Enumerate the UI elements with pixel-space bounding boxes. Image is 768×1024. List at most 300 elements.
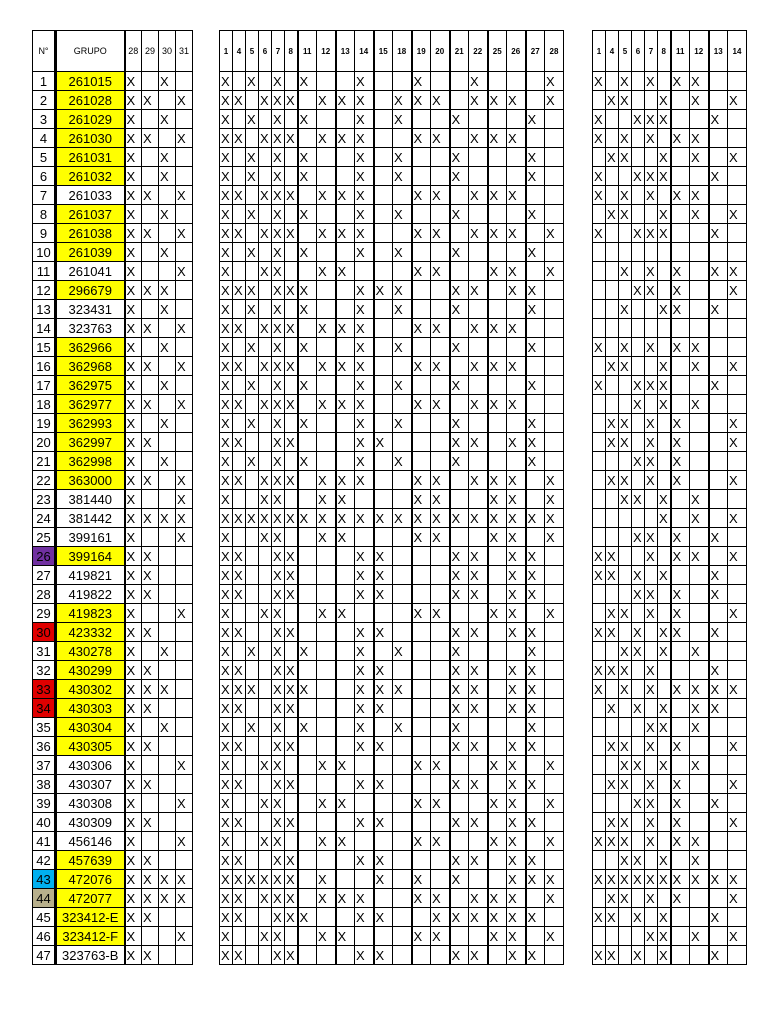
mark-cell: X (619, 870, 632, 889)
mark-cell: X (507, 832, 526, 851)
mark-cell (159, 604, 176, 623)
mark-cell (619, 528, 632, 547)
mark-cell: X (658, 756, 671, 775)
mark-cell: X (233, 737, 246, 756)
mark-cell (593, 452, 606, 471)
mark-cell: X (159, 718, 176, 737)
mark-cell: X (671, 794, 690, 813)
mark-cell (176, 737, 193, 756)
mark-cell: X (606, 604, 619, 623)
mark-cell (728, 300, 747, 319)
mark-cell (336, 737, 355, 756)
mark-cell (298, 528, 317, 547)
mark-cell (142, 376, 159, 395)
mark-cell (431, 775, 450, 794)
mark-cell (488, 661, 507, 680)
mark-cell: X (469, 946, 488, 965)
mark-cell (159, 832, 176, 851)
mark-cell (412, 585, 431, 604)
mark-cell: X (526, 680, 545, 699)
mark-cell (393, 756, 412, 775)
mark-cell: X (246, 376, 259, 395)
mark-cell (159, 471, 176, 490)
group-code: 457639 (56, 851, 125, 870)
mark-cell (246, 528, 259, 547)
mark-cell (431, 661, 450, 680)
mark-cell: X (125, 300, 142, 319)
mark-cell: X (690, 509, 709, 528)
mark-cell: X (233, 908, 246, 927)
mark-cell (606, 851, 619, 870)
mark-cell: X (355, 300, 374, 319)
mark-cell: X (220, 794, 233, 813)
mark-cell: X (176, 357, 193, 376)
mark-cell: X (259, 870, 272, 889)
mark-cell: X (431, 186, 450, 205)
mark-cell (469, 338, 488, 357)
mark-cell: X (545, 224, 564, 243)
table-row (593, 395, 747, 414)
table-row (593, 148, 747, 167)
mark-cell: X (317, 528, 336, 547)
mark-cell (393, 832, 412, 851)
mark-cell (374, 604, 393, 623)
mark-cell: X (317, 319, 336, 338)
mark-cell (709, 338, 728, 357)
mark-cell (374, 528, 393, 547)
mark-cell: X (469, 585, 488, 604)
mark-cell: X (645, 870, 658, 889)
mark-cell (488, 338, 507, 357)
mark-cell: X (355, 167, 374, 186)
mark-cell (176, 452, 193, 471)
mark-cell: X (336, 832, 355, 851)
mark-cell (336, 300, 355, 319)
mark-cell (545, 642, 564, 661)
mark-cell: X (671, 300, 690, 319)
mark-cell: X (606, 148, 619, 167)
mark-cell: X (298, 205, 317, 224)
mark-cell (488, 699, 507, 718)
mark-cell: X (355, 737, 374, 756)
mark-cell: X (233, 775, 246, 794)
mark-cell (658, 604, 671, 623)
mark-cell: X (606, 91, 619, 110)
mark-cell: X (220, 167, 233, 186)
mark-cell: X (298, 509, 317, 528)
mark-cell: X (632, 851, 645, 870)
mark-cell (658, 129, 671, 148)
group-code: 362998 (56, 452, 125, 471)
mark-cell (317, 946, 336, 965)
mark-cell (469, 376, 488, 395)
mark-cell (246, 433, 259, 452)
mark-cell: X (690, 186, 709, 205)
mark-cell (285, 927, 298, 946)
mark-cell (526, 927, 545, 946)
mark-cell (545, 395, 564, 414)
mark-cell (176, 376, 193, 395)
mark-cell: X (272, 813, 285, 832)
mark-cell: X (220, 395, 233, 414)
mark-cell: X (507, 585, 526, 604)
header-day: 6 (259, 31, 272, 72)
mark-cell: X (125, 737, 142, 756)
mark-cell: X (142, 737, 159, 756)
mark-cell: X (233, 224, 246, 243)
mark-cell: X (606, 414, 619, 433)
table-row (593, 680, 747, 699)
mark-cell: X (393, 281, 412, 300)
mark-cell (469, 110, 488, 129)
mark-cell: X (593, 167, 606, 186)
mark-cell: X (709, 908, 728, 927)
mark-cell (709, 604, 728, 623)
mark-cell: X (645, 813, 658, 832)
mark-cell: X (450, 338, 469, 357)
mark-cell: X (159, 205, 176, 224)
mark-cell: X (431, 509, 450, 528)
mark-cell: X (412, 509, 431, 528)
mark-cell (142, 338, 159, 357)
mark-cell (619, 110, 632, 129)
table-row (33, 794, 193, 813)
mark-cell: X (220, 357, 233, 376)
mark-cell (317, 110, 336, 129)
row-number: 34 (33, 699, 56, 718)
mark-cell: X (671, 72, 690, 91)
table-row (220, 148, 564, 167)
group-code: 430302 (56, 680, 125, 699)
mark-cell (690, 110, 709, 129)
mark-cell: X (728, 414, 747, 433)
mark-cell (176, 110, 193, 129)
mark-cell: X (545, 528, 564, 547)
mark-cell: X (507, 547, 526, 566)
header-day: 31 (176, 31, 193, 72)
mark-cell: X (450, 718, 469, 737)
mark-cell (526, 756, 545, 775)
mark-cell (469, 148, 488, 167)
mark-cell (393, 661, 412, 680)
group-code: 430304 (56, 718, 125, 737)
mark-cell (658, 585, 671, 604)
mark-cell (728, 167, 747, 186)
mark-cell: X (488, 262, 507, 281)
table-row (220, 262, 564, 281)
table-row (33, 718, 193, 737)
mark-cell: X (728, 737, 747, 756)
mark-cell: X (645, 186, 658, 205)
mark-cell: X (469, 471, 488, 490)
mark-cell (545, 129, 564, 148)
mark-cell: X (298, 908, 317, 927)
mark-cell: X (220, 908, 233, 927)
mark-cell: X (355, 224, 374, 243)
mark-cell: X (593, 338, 606, 357)
mark-cell: X (469, 281, 488, 300)
header-day: 7 (645, 31, 658, 72)
mark-cell: X (469, 699, 488, 718)
mark-cell: X (220, 471, 233, 490)
mark-cell: X (593, 376, 606, 395)
mark-cell (317, 205, 336, 224)
table-row (33, 946, 193, 965)
mark-cell (374, 471, 393, 490)
mark-cell: X (285, 946, 298, 965)
mark-cell (317, 775, 336, 794)
table-row (220, 623, 564, 642)
mark-cell (526, 471, 545, 490)
table-row (220, 490, 564, 509)
mark-cell: X (272, 490, 285, 509)
mark-cell: X (125, 319, 142, 338)
mark-cell: X (593, 110, 606, 129)
header-day: 11 (671, 31, 690, 72)
mark-cell: X (246, 167, 259, 186)
mark-cell (336, 946, 355, 965)
mark-cell: X (658, 927, 671, 946)
mark-cell: X (355, 946, 374, 965)
mark-cell (671, 357, 690, 376)
mark-cell: X (671, 471, 690, 490)
mark-cell (606, 129, 619, 148)
mark-cell: X (220, 699, 233, 718)
mark-cell (259, 110, 272, 129)
header-day: 19 (412, 31, 431, 72)
mark-cell (632, 471, 645, 490)
mark-cell: X (246, 642, 259, 661)
mark-cell: X (374, 699, 393, 718)
mark-cell (298, 262, 317, 281)
table-row (593, 91, 747, 110)
table-row (220, 72, 564, 91)
mark-cell: X (355, 661, 374, 680)
table-row (220, 946, 564, 965)
mark-cell (606, 794, 619, 813)
mark-cell (526, 490, 545, 509)
mark-cell: X (709, 262, 728, 281)
mark-cell: X (632, 756, 645, 775)
mark-cell: X (469, 433, 488, 452)
table-row (33, 699, 193, 718)
mark-cell (246, 224, 259, 243)
mark-cell: X (690, 756, 709, 775)
mark-cell: X (450, 547, 469, 566)
table-row (593, 737, 747, 756)
table-row (220, 661, 564, 680)
mark-cell (412, 851, 431, 870)
mark-cell: X (285, 775, 298, 794)
row-number: 17 (33, 376, 56, 395)
header-day: 1 (220, 31, 233, 72)
mark-cell: X (159, 167, 176, 186)
mark-cell: X (507, 129, 526, 148)
mark-cell (619, 224, 632, 243)
mark-cell (469, 832, 488, 851)
mark-cell: X (125, 509, 142, 528)
mark-cell (431, 547, 450, 566)
mark-cell (593, 471, 606, 490)
mark-cell: X (176, 224, 193, 243)
mark-cell (690, 414, 709, 433)
mark-cell: X (469, 680, 488, 699)
table-row (220, 680, 564, 699)
mark-cell: X (645, 471, 658, 490)
mark-cell (658, 889, 671, 908)
mark-cell: X (259, 927, 272, 946)
mark-cell (728, 528, 747, 547)
mark-cell (728, 243, 747, 262)
mark-cell (159, 186, 176, 205)
mark-cell (709, 281, 728, 300)
mark-cell (709, 813, 728, 832)
mark-cell (545, 319, 564, 338)
mark-cell (488, 72, 507, 91)
mark-cell: X (469, 661, 488, 680)
mark-cell: X (619, 851, 632, 870)
group-code: 261030 (56, 129, 125, 148)
mark-cell (619, 623, 632, 642)
group-code: 472076 (56, 870, 125, 889)
mark-cell: X (690, 129, 709, 148)
mark-cell (317, 851, 336, 870)
mark-cell: X (545, 471, 564, 490)
mark-cell: X (259, 509, 272, 528)
mark-cell: X (272, 262, 285, 281)
mark-cell (412, 376, 431, 395)
mark-cell (233, 205, 246, 224)
header-day: 29 (142, 31, 159, 72)
mark-cell: X (125, 927, 142, 946)
mark-cell: X (728, 148, 747, 167)
row-number: 25 (33, 528, 56, 547)
mark-cell (285, 528, 298, 547)
mark-cell: X (728, 205, 747, 224)
mark-cell (336, 813, 355, 832)
mark-cell (545, 718, 564, 737)
mark-cell: X (450, 699, 469, 718)
mark-cell: X (658, 110, 671, 129)
mark-cell: X (142, 319, 159, 338)
table-row (220, 319, 564, 338)
mark-cell (488, 148, 507, 167)
mark-cell: X (671, 832, 690, 851)
table-row (33, 129, 193, 148)
mark-cell: X (285, 547, 298, 566)
group-code: 323412-E (56, 908, 125, 927)
mark-cell (336, 167, 355, 186)
mark-cell (645, 623, 658, 642)
table-row (593, 243, 747, 262)
mark-cell: X (142, 224, 159, 243)
mark-cell: X (619, 642, 632, 661)
mark-cell (412, 566, 431, 585)
mark-cell: X (593, 224, 606, 243)
mark-cell (728, 376, 747, 395)
table-row (33, 642, 193, 661)
table-row (220, 775, 564, 794)
mark-cell (374, 889, 393, 908)
mark-cell (246, 794, 259, 813)
mark-cell (142, 756, 159, 775)
mark-cell (450, 794, 469, 813)
table-row (33, 604, 193, 623)
mark-cell: X (142, 186, 159, 205)
header-day: 28 (125, 31, 142, 72)
mark-cell: X (645, 832, 658, 851)
mark-cell: X (233, 851, 246, 870)
mark-cell (593, 756, 606, 775)
mark-cell (645, 357, 658, 376)
table-row (33, 927, 193, 946)
mark-cell (450, 129, 469, 148)
mark-cell (374, 642, 393, 661)
mark-cell: X (606, 661, 619, 680)
mark-cell (142, 528, 159, 547)
table-row (593, 186, 747, 205)
mark-cell (317, 566, 336, 585)
mark-cell (142, 243, 159, 262)
mark-cell: X (220, 775, 233, 794)
mark-cell: X (285, 509, 298, 528)
mark-cell: X (507, 623, 526, 642)
table-row (33, 680, 193, 699)
mark-cell: X (336, 794, 355, 813)
mark-cell: X (317, 129, 336, 148)
header-day: 14 (728, 31, 747, 72)
mark-cell (709, 471, 728, 490)
mark-cell: X (142, 471, 159, 490)
mark-cell (246, 186, 259, 205)
mark-cell (374, 452, 393, 471)
mark-cell (469, 528, 488, 547)
mark-cell: X (317, 224, 336, 243)
mark-cell (728, 319, 747, 338)
group-code: 261033 (56, 186, 125, 205)
mark-cell: X (593, 566, 606, 585)
mark-cell (142, 452, 159, 471)
row-number: 15 (33, 338, 56, 357)
table-row (593, 528, 747, 547)
mark-cell (285, 642, 298, 661)
mark-cell (393, 870, 412, 889)
mark-cell (431, 300, 450, 319)
table-row (220, 433, 564, 452)
mark-cell: X (606, 813, 619, 832)
row-number: 40 (33, 813, 56, 832)
mark-cell (690, 946, 709, 965)
mark-cell: X (450, 585, 469, 604)
mark-cell: X (176, 756, 193, 775)
mark-cell (233, 642, 246, 661)
table-row (220, 642, 564, 661)
mark-cell (159, 908, 176, 927)
mark-cell (593, 851, 606, 870)
mark-cell: X (259, 224, 272, 243)
mark-cell: X (125, 110, 142, 129)
mark-cell (593, 414, 606, 433)
mark-cell (298, 870, 317, 889)
mark-cell: X (176, 604, 193, 623)
mark-cell: X (507, 889, 526, 908)
mark-cell (690, 585, 709, 604)
mark-cell (507, 642, 526, 661)
mark-cell (593, 300, 606, 319)
table-row (220, 832, 564, 851)
mark-cell: X (619, 661, 632, 680)
mark-cell (526, 395, 545, 414)
